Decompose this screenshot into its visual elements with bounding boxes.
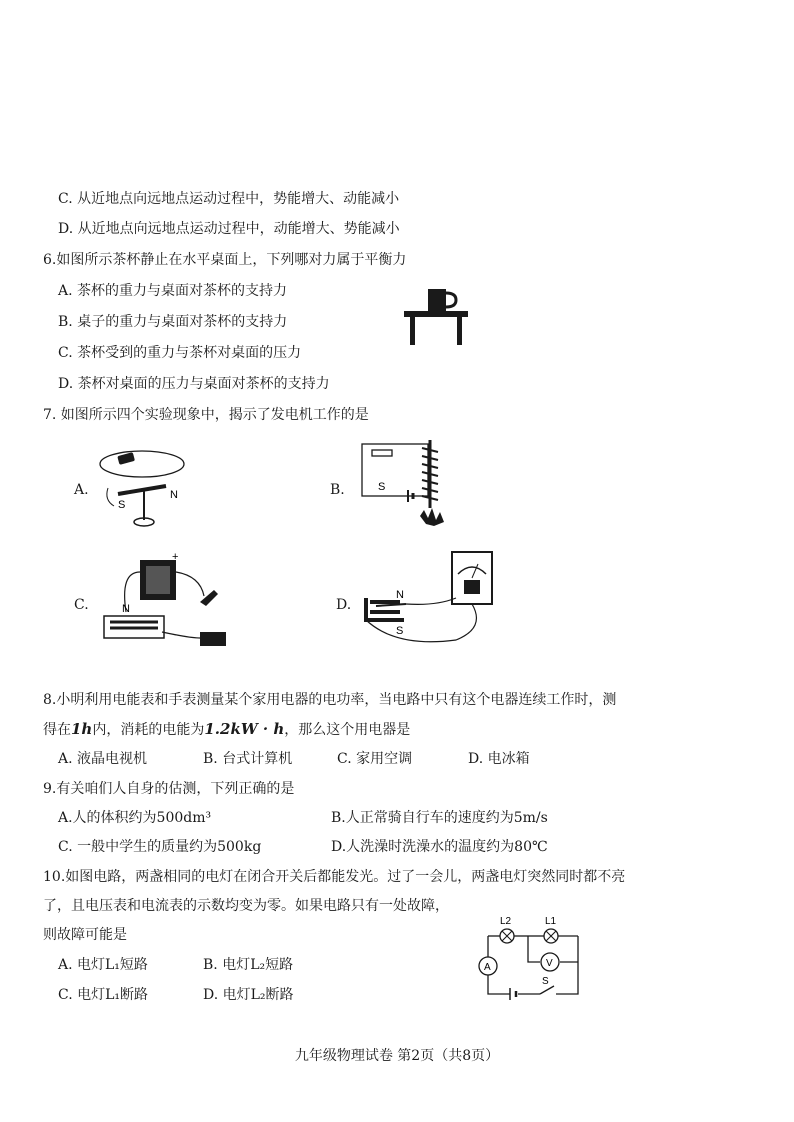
q6-option-a: A. 茶杯的重力与桌面对茶杯的支持力 [58, 283, 288, 299]
q7-label-d: D. [336, 597, 352, 613]
q10-fig-voltmeter-label: V [546, 958, 553, 969]
q6-option-d: D. 茶杯对桌面的压力与桌面对茶杯的支持力 [58, 376, 330, 392]
q7-label-b: B. [330, 482, 345, 498]
q10-option-d: D. 电灯L₂断路 [203, 987, 294, 1003]
q6-option-c: C. 茶杯受到的重力与茶杯对桌面的压力 [58, 345, 302, 361]
q10-fig-ammeter-label: A [484, 962, 491, 973]
q10-fig-l2-label: L2 [500, 916, 512, 927]
q6-cup-on-table-figure [400, 285, 472, 347]
q7-label-c: C. [74, 597, 89, 613]
q9-option-c: C. 一般中学生的质量约为500kg [58, 839, 262, 855]
q7-fig-c-plus-label: + [172, 551, 179, 563]
q10-option-a: A. 电灯L₁短路 [58, 957, 148, 973]
q9-option-d: D.人洗澡时洗澡水的温度约为80℃ [331, 839, 548, 855]
q7-figure-d-galvanometer [356, 548, 496, 648]
q8-stem-line-2 [43, 720, 410, 739]
q8-option-b: B. 台式计算机 [203, 751, 293, 767]
q7-fig-c-n-label: N [122, 603, 130, 615]
q10-stem-line-3: 则故障可能是 [43, 927, 127, 943]
q10-option-b: B. 电灯L₂短路 [203, 957, 294, 973]
q8-option-d: D. 电冰箱 [468, 751, 530, 767]
q5-option-c: C. 从近地点向远地点运动过程中，势能增大、动能减小 [58, 191, 400, 207]
q8-energy-value: 1.2kW · h [204, 720, 285, 738]
q7-figure-c-motor-battery [100, 552, 240, 652]
q7-fig-a-n-label: N [170, 489, 178, 501]
q9-stem: 9.有关咱们人自身的估测，下列正确的是 [43, 781, 295, 797]
q6-stem: 6.如图所示茶杯静止在水平桌面上，下列哪对力属于平衡力 [43, 252, 407, 268]
q8-option-a: A. 液晶电视机 [58, 751, 148, 767]
q8-stem-pre: 得在 [43, 722, 71, 738]
q7-fig-d-s-label: S [396, 625, 404, 637]
q7-fig-d-n-label: N [396, 589, 404, 601]
q7-fig-a-s-label: S [118, 499, 126, 511]
q10-fig-switch-label: S [542, 976, 549, 987]
q7-figure-a-compass-wire [94, 442, 194, 532]
q5-option-d: D. 从近地点向远地点运动过程中，动能增大、势能减小 [58, 221, 400, 237]
q8-stem-line-1: 8.小明利用电能表和手表测量某个家用电器的电功率，当电路中只有这个电器连续工作时，测 [43, 692, 617, 708]
q6-option-b: B. 桌子的重力与桌面对茶杯的支持力 [58, 314, 288, 330]
q7-label-a: A. [74, 482, 89, 498]
page-footer: 九年级物理试卷 第2页（共8页） [294, 1048, 500, 1064]
q8-stem-mid: 内，消耗的电能为 [92, 722, 205, 738]
q7-fig-b-s-label: S [378, 481, 386, 493]
q10-stem-line-1: 10.如图电路，两盏相同的电灯在闭合开关后都能发光。过了一会儿，两盏电灯突然同时都不亮 [43, 869, 626, 885]
q9-option-b: B.人正常骑自行车的速度约为5m/s [331, 810, 548, 826]
q8-stem-post: ，那么这个用电器是 [284, 722, 411, 738]
q10-option-c: C. 电灯L₁断路 [58, 987, 149, 1003]
q10-circuit-diagram [470, 912, 588, 1004]
q10-stem-line-2: 了，且电压表和电流表的示数均变为零。如果电路只有一处故障， [43, 898, 449, 914]
q8-time-value: 1h [71, 720, 93, 738]
q8-option-c: C. 家用空调 [337, 751, 413, 767]
q7-figure-b-electromagnet [358, 438, 468, 534]
q9-option-a: A.人的体积约为500dm³ [58, 810, 212, 826]
q10-fig-l1-label: L1 [545, 916, 557, 927]
q7-stem: 7. 如图所示四个实验现象中，揭示了发电机工作的是 [43, 407, 369, 423]
